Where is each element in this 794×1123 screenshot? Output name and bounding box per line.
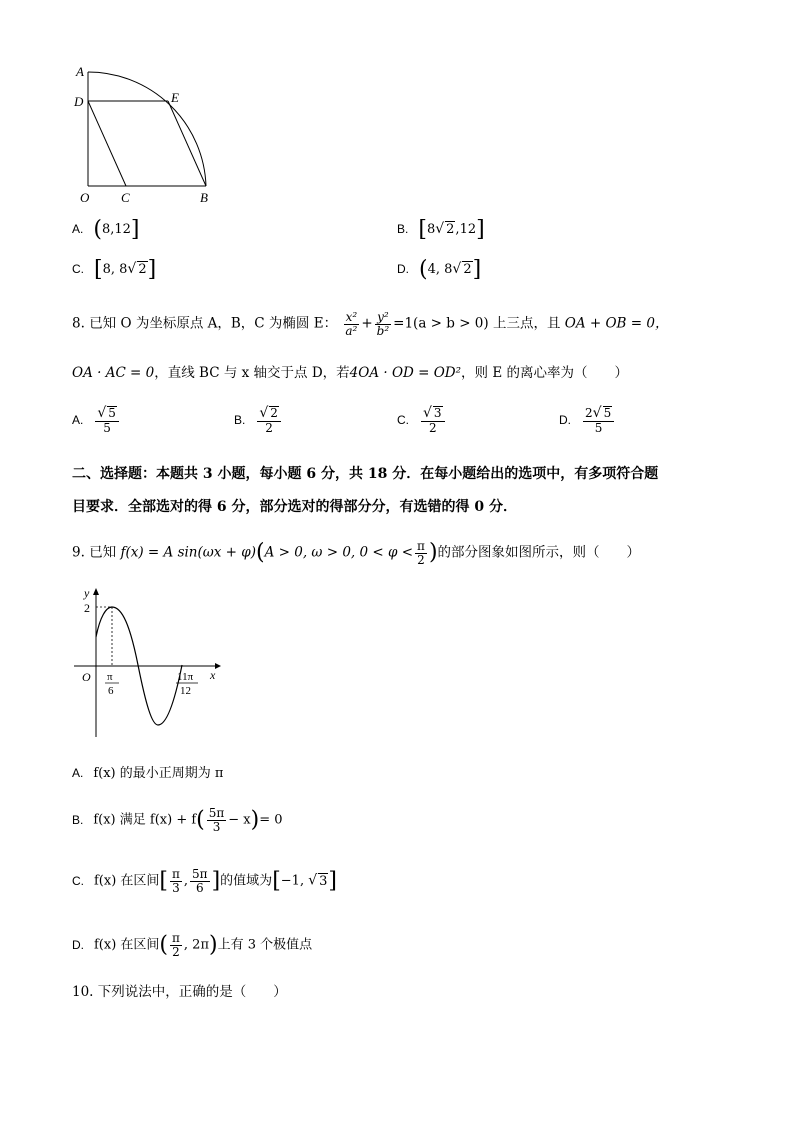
- q8-line1: 8. 已知 O 为坐标原点 A，B，C 为椭圆 E： $\frac{\text{x²}}{\text{a²}}$ + $\frac{\text{y²}}{\text{b²}}$ =1(a > b > 0) 上三点，且 OA + OB = 0，: [72, 310, 669, 338]
- q9-option-a[interactable]: A. f(x) 的最小正周期为 π: [72, 766, 224, 781]
- q7-option-d[interactable]: D. (4, 8√ 2]: [397, 257, 482, 282]
- q7-option-a[interactable]: A. (8,12]: [72, 217, 140, 242]
- q10-stem: 10. 下列说法中，正确的是（ ）: [72, 984, 287, 1000]
- q7-option-b[interactable]: B. [8√ 2,12]: [397, 217, 485, 242]
- q8-option-b[interactable]: B. $\frac{√ 2}{2}$: [234, 406, 283, 434]
- segment-eb: [168, 101, 206, 186]
- section-heading-line1: 二、选择题：本题共 3 小题，每小题 6 分，共 18 分．在每小题给出的选项中，有多项符合题: [72, 466, 659, 482]
- q8-line2: OA · AC = 0，直线 BC 与 x 轴交于点 D，若4OA · OD = OD²，则 E 的离心率为（ ）: [72, 365, 628, 381]
- label-a: A: [76, 64, 84, 79]
- tick-pi-6-num: π: [107, 671, 113, 683]
- q8-option-c[interactable]: C. $\frac{√ 3}{2}$: [397, 406, 447, 434]
- label-c: C: [121, 190, 130, 205]
- geometry-figure: [70, 60, 230, 210]
- tick-11pi-12-den: 12: [180, 685, 191, 697]
- ellipse-y-term: $\frac{\text{y²}}{\text{b²}}$: [376, 310, 390, 338]
- section-heading-line2: 目要求．全部选对的得 6 分，部分选对的得部分分，有选错的得 0 分．: [72, 499, 517, 515]
- label-d: D: [74, 94, 84, 109]
- label-o: O: [80, 190, 90, 205]
- tick-pi-6-den: 6: [108, 685, 114, 697]
- ellipse-x-term: $\frac{\text{x²}}{\text{a²}}$: [345, 310, 358, 338]
- label-e: E: [171, 90, 179, 105]
- q8-option-d[interactable]: D. $\frac{2√ 5}{5}$: [559, 406, 616, 434]
- q9-option-c[interactable]: C. f(x) 在区间[ $\frac{\pi}{3}$ , $\frac{5\pi}{6}$ ]的值域为[−1, √ 3]: [72, 867, 338, 895]
- y-axis-arrow: [93, 588, 99, 595]
- q8-option-a[interactable]: A. $\frac{√ 5}{5}$: [72, 406, 121, 434]
- y-tick-2: 2: [84, 601, 90, 615]
- tick-11pi-12-num: 11π: [177, 671, 194, 683]
- x-label: x: [210, 668, 216, 682]
- sine-graph: [70, 585, 230, 740]
- q9-option-d[interactable]: D. f(x) 在区间( $\frac{\pi}{2}$ , 2π)上有 3 个极值点: [72, 931, 313, 959]
- x-axis-arrow: [215, 663, 221, 669]
- q9-option-b[interactable]: B. f(x) 满足 f(x) + f( $\frac{5\pi}{3}$ − x)= 0: [72, 806, 283, 834]
- q9-stem: 9. 已知 f(x) = A sin(ωx + φ)(A > 0, ω > 0, 0 < φ < $\frac{\pi}{2}$ )的部分图象如图所示，则（ ）: [72, 539, 641, 567]
- quarter-circle-arc: [88, 72, 206, 186]
- segment-dc: [88, 101, 126, 186]
- y-label: y: [84, 586, 90, 600]
- label-b: B: [200, 190, 208, 205]
- q7-option-c[interactable]: C. [8, 8√ 2]: [72, 257, 157, 282]
- origin-label: O: [82, 670, 91, 684]
